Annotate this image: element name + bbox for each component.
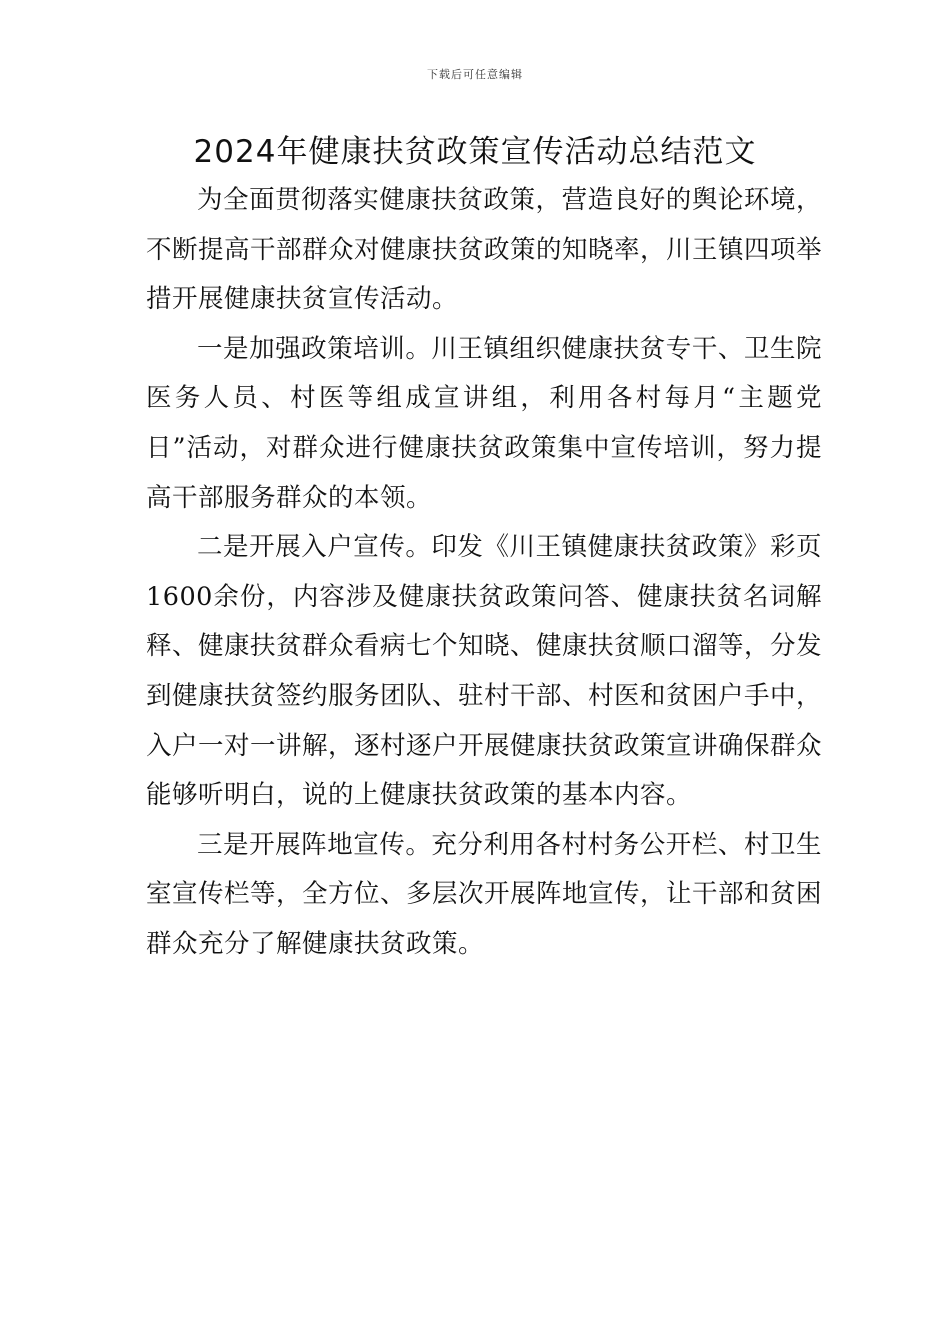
paragraph-intro: 为全面贯彻落实健康扶贫政策，营造良好的舆论环境，不断提高干部群众对健康扶贫政策的知晓率，川王镇四项举措开展健康扶贫宣传活动。	[146, 185, 823, 315]
paragraph-policy-training: 一是加强政策培训。川王镇组织健康扶贫专干、卫生院医务人员、村医等组成宣讲组，利用各村每月“主题党日”活动，对群众进行健康扶贫政策集中宣传培训，努力提高干部服务群众的本领。	[146, 333, 822, 513]
paragraph-position-publicity: 三是开展阵地宣传。充分利用各村村务公开栏、村卫生室宣传栏等，全方位、多层次开展阵地宣传，让干部和贫困群众充分了解健康扶贫政策。	[146, 829, 823, 959]
document-title: 2024年健康扶贫政策宣传活动总结范文	[193, 134, 757, 170]
paragraph-household-publicity: 二是开展入户宣传。印发《川王镇健康扶贫政策》彩页1600余份，内容涉及健康扶贫政策问答、健康扶贫名词解释、健康扶贫群众看病七个知晓、健康扶贫顺口溜等，分发到健康扶贫签约服务团队、驻村干部、村医和贫困户手中，入户一对一讲解，逐村逐户开展健康扶贫政策宣讲确保群众能够听明白，说的上健康扶贫政策的基本内容。	[146, 532, 823, 811]
header-note: 下载后可任意编辑	[427, 68, 523, 81]
document-body	[146, 176, 822, 970]
